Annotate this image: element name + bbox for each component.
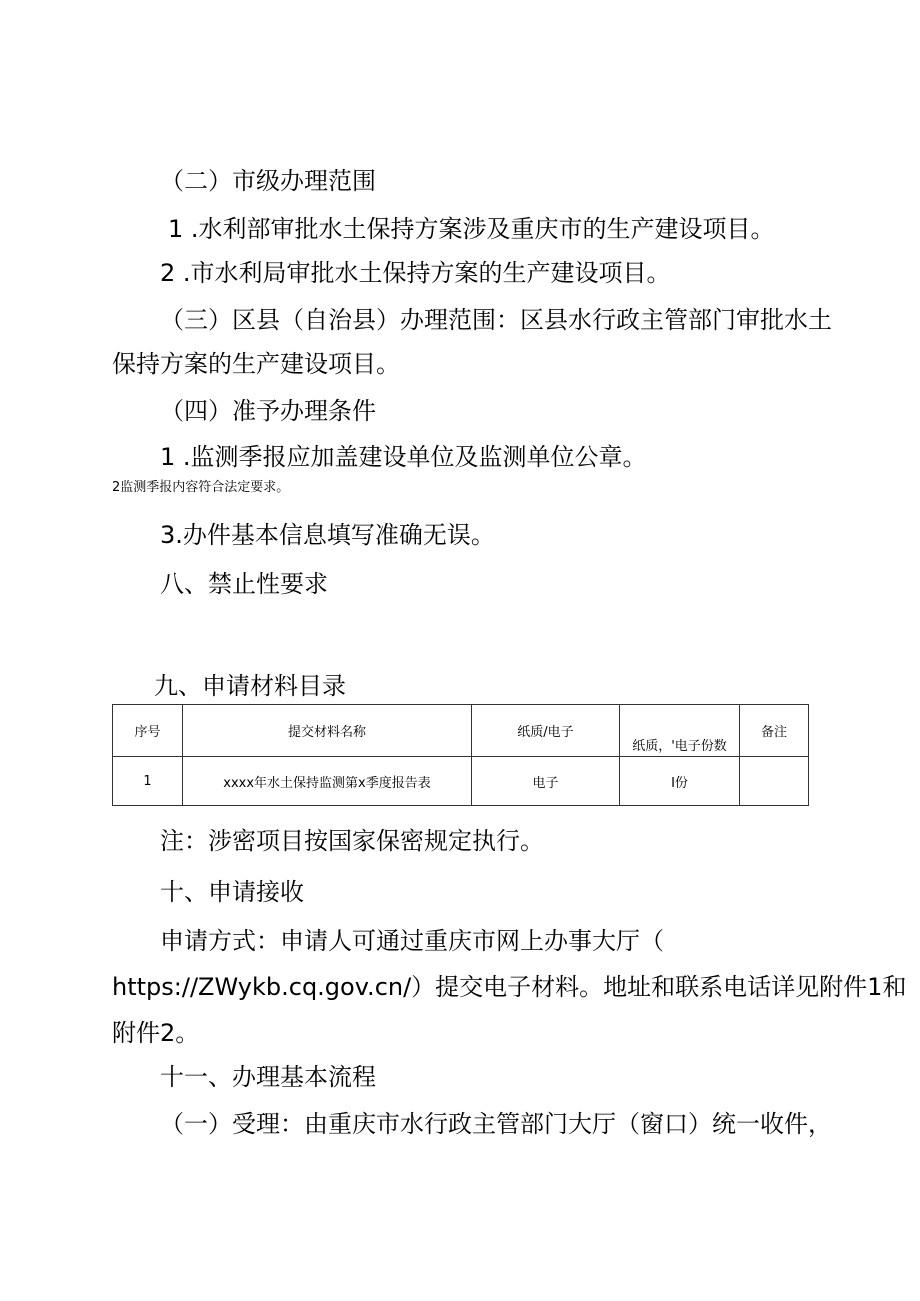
condition-item-legal-requirements: 2监测季报内容符合法定要求。 [112,480,290,495]
condition-item-seal: 1 .监测季报应加盖建设单位及监测单位公章。 [160,443,647,471]
header-paper-electronic: 纸质/电子 [472,705,620,757]
section-heading-municipal-scope: （二）市级办理范围 [160,167,376,195]
cell-copies: I份 [620,757,740,806]
condition-item-accurate-info: 3.办件基本信息填写准确无误。 [160,521,495,549]
section-heading-basic-process: 十一、办理基本流程 [160,1063,376,1091]
section-heading-approval-conditions: （四）准予办理条件 [160,397,376,425]
cell-material-name: xxxx年水土保持监测第x季度报告表 [183,757,472,806]
cell-serial: 1 [113,757,183,806]
cell-paper-electronic: 电子 [472,757,620,806]
table-row [113,757,809,806]
header-serial: 序号 [113,705,183,757]
process-step-acceptance: （一）受理：由重庆市水行政主管部门大厅（窗口）统一收件， [160,1110,832,1138]
district-scope-continuation: 保持方案的生产建设项目。 [112,350,400,378]
section-heading-prohibitions: 八、禁止性要求 [160,570,328,598]
confidentiality-note: 注：涉密项目按国家保密规定执行。 [160,827,544,855]
section-heading-district-scope: （三）区县（自治县）办理范围：区县水行政主管部门审批水土 [160,306,832,334]
section-heading-application-receipt: 十、申请接收 [160,878,304,906]
list-item-bureau-approval: 2 .市水利局审批水土保持方案的生产建设项目。 [160,259,671,287]
header-material-name: 提交材料名称 [183,705,472,757]
application-method-line3: 附件2。 [112,1019,200,1047]
header-copies: 纸质，'电子份数 [620,705,740,757]
materials-table [112,704,809,806]
application-method-line1: 申请方式：申请人可通过重庆市网上办事大厅（ [160,927,664,955]
application-method-line2: https://ZWykb.cq.gov.cn/）提交电子材料。地址和联系电话详见附件1和 [112,973,907,1001]
header-remarks: 备注 [740,705,809,757]
table-header-row [113,705,809,757]
list-item-ministry-approval: 1 .水利部审批水土保持方案涉及重庆市的生产建设项目。 [168,215,775,243]
cell-remarks [740,757,809,806]
section-heading-materials-list: 九、申请材料目录 [154,672,346,700]
